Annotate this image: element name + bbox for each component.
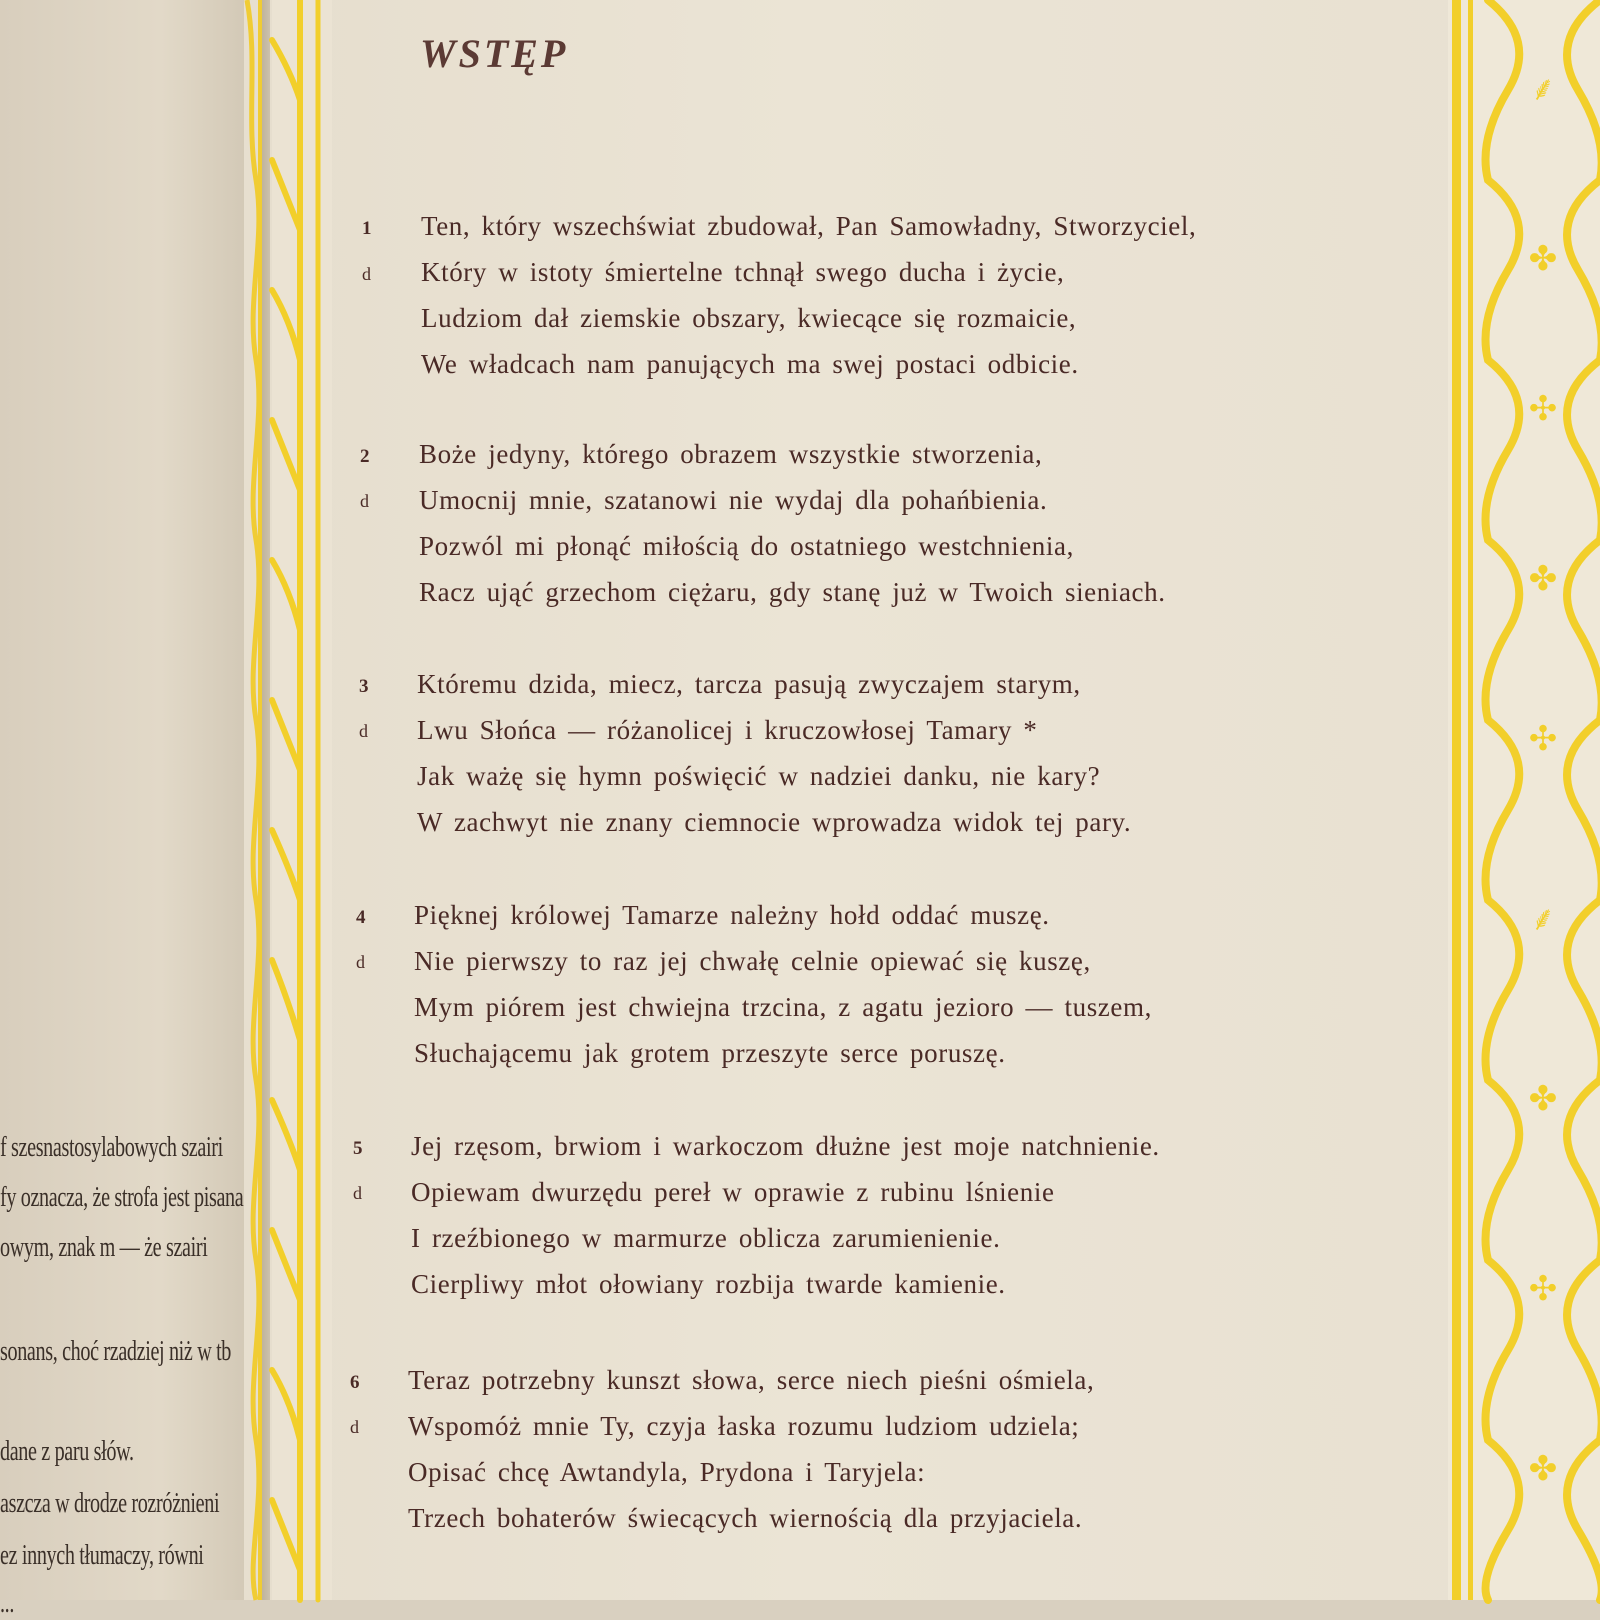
verse-marker: d	[350, 1417, 359, 1437]
verse-line: Jej rzęsom, brwiom i warkoczom dłużne jest moje natchnienie.	[411, 1131, 1160, 1161]
stanza-number: 6	[350, 1372, 360, 1393]
verse-line: Jak ważę się hymn poświęcić w nadziei danku, nie kary?	[417, 761, 1101, 791]
svg-text:⸙: ⸙	[1530, 69, 1556, 109]
svg-text:✣: ✣	[1528, 719, 1558, 759]
stanza-number: 1	[362, 218, 372, 239]
verse-line: Któremu dzida, miecz, tarcza pasują zwyczajem starym,	[417, 669, 1081, 699]
facing-page-line: ...	[0, 1588, 15, 1619]
stanza-number: 2	[360, 446, 370, 467]
svg-text:✤: ✤	[1528, 239, 1558, 279]
verse-marker: d	[356, 952, 365, 972]
verse-line: Trzech bohaterów świecących wiernością dla przyjaciela.	[408, 1503, 1083, 1533]
svg-text:✤: ✤	[1528, 559, 1558, 599]
verse-line: Który w istoty śmiertelne tchnął swego ducha i życie,	[421, 257, 1065, 287]
svg-text:✤: ✤	[1528, 1449, 1558, 1489]
verse-line: We władcach nam panujących ma swej postaci odbicie.	[421, 349, 1079, 379]
inner-border-ornament	[272, 0, 332, 1600]
verse-line: Opisać chcę Awtandyla, Prydona i Taryjela:	[408, 1457, 926, 1487]
verse-line: Ten, który wszechświat zbudował, Pan Samowładny, Stworzyciel,	[421, 211, 1197, 241]
stanza-number: 4	[356, 907, 366, 928]
facing-page-line: ez innych tłumaczy, równi	[0, 1540, 204, 1571]
svg-text:✣: ✣	[1528, 389, 1558, 429]
verse-marker: d	[362, 264, 371, 284]
verse-line: Wspomóż mnie Ty, czyja łaska rozumu ludziom udziela;	[408, 1411, 1080, 1441]
facing-page-line: fy oznacza, że strofa jest pisana	[0, 1182, 244, 1213]
facing-page-line: owym, znak m — że szairi	[0, 1232, 208, 1263]
page-title: WSTĘP	[420, 31, 569, 76]
verse-line: Ludziom dał ziemskie obszary, kwiecące się rozmaicie,	[421, 303, 1077, 333]
svg-text:✤: ✤	[1528, 1079, 1558, 1119]
facing-page-line: aszcza w drodze rozróżnieni	[0, 1488, 220, 1519]
stanza-number: 5	[353, 1138, 363, 1159]
facing-page-text	[0, 0, 244, 1619]
verse-line: Racz ująć grzechom ciężaru, gdy stanę już w Twoich sieniach.	[419, 577, 1166, 607]
verse-marker: d	[359, 721, 368, 741]
svg-text:✣: ✣	[1528, 1269, 1558, 1309]
verse-line: Cierpliwy młot ołowiany rozbija twarde kamienie.	[411, 1269, 1006, 1299]
verse-line: Umocnij mnie, szatanowi nie wydaj dla pohańbienia.	[419, 485, 1048, 515]
verse-line: Nie pierwszy to raz jej chwałę celnie opiewać się kuszę,	[414, 946, 1091, 976]
verse-line: Mym piórem jest chwiejna trzcina, z agatu jezioro — tuszem,	[414, 992, 1152, 1022]
facing-page-line: dane z paru słów.	[0, 1436, 134, 1467]
svg-text:⸙: ⸙	[1530, 899, 1556, 939]
verse-line: Pięknej królowej Tamarze należny hołd oddać muszę.	[414, 900, 1050, 930]
verse-line: W zachwyt nie znany ciemnocie wprowadza widok tej pary.	[417, 807, 1132, 837]
outer-border-ornament	[1448, 0, 1600, 1600]
facing-page-line: sonans, choć rzadziej niż w tb	[0, 1336, 232, 1367]
verse-line: Słuchającemu jak grotem przeszyte serce poruszę.	[414, 1038, 1006, 1068]
verse-line: Boże jedyny, którego obrazem wszystkie stworzenia,	[419, 439, 1043, 469]
verse-marker: d	[360, 491, 369, 511]
facing-page-line: f szesnastosylabowych szairi	[0, 1132, 223, 1163]
verse-line: Teraz potrzebny kunszt słowa, serce niech pieśni ośmiela,	[408, 1365, 1095, 1395]
verse-line: Pozwól mi płonąć miłością do ostatniego westchnienia,	[419, 531, 1074, 561]
verse-line: I rzeźbionego w marmurze oblicza zarumienienie.	[411, 1223, 1001, 1253]
verse-line: Lwu Słońca — różanolicej i kruczowłosej Tamary *	[417, 715, 1038, 745]
facing-page	[0, 0, 268, 1619]
verse-line: Opiewam dwurzędu pereł w oprawie z rubinu lśnienie	[411, 1177, 1055, 1207]
facing-page-border-ornament	[244, 0, 262, 1600]
stanza-number: 3	[359, 676, 369, 697]
verse-marker: d	[353, 1183, 362, 1203]
